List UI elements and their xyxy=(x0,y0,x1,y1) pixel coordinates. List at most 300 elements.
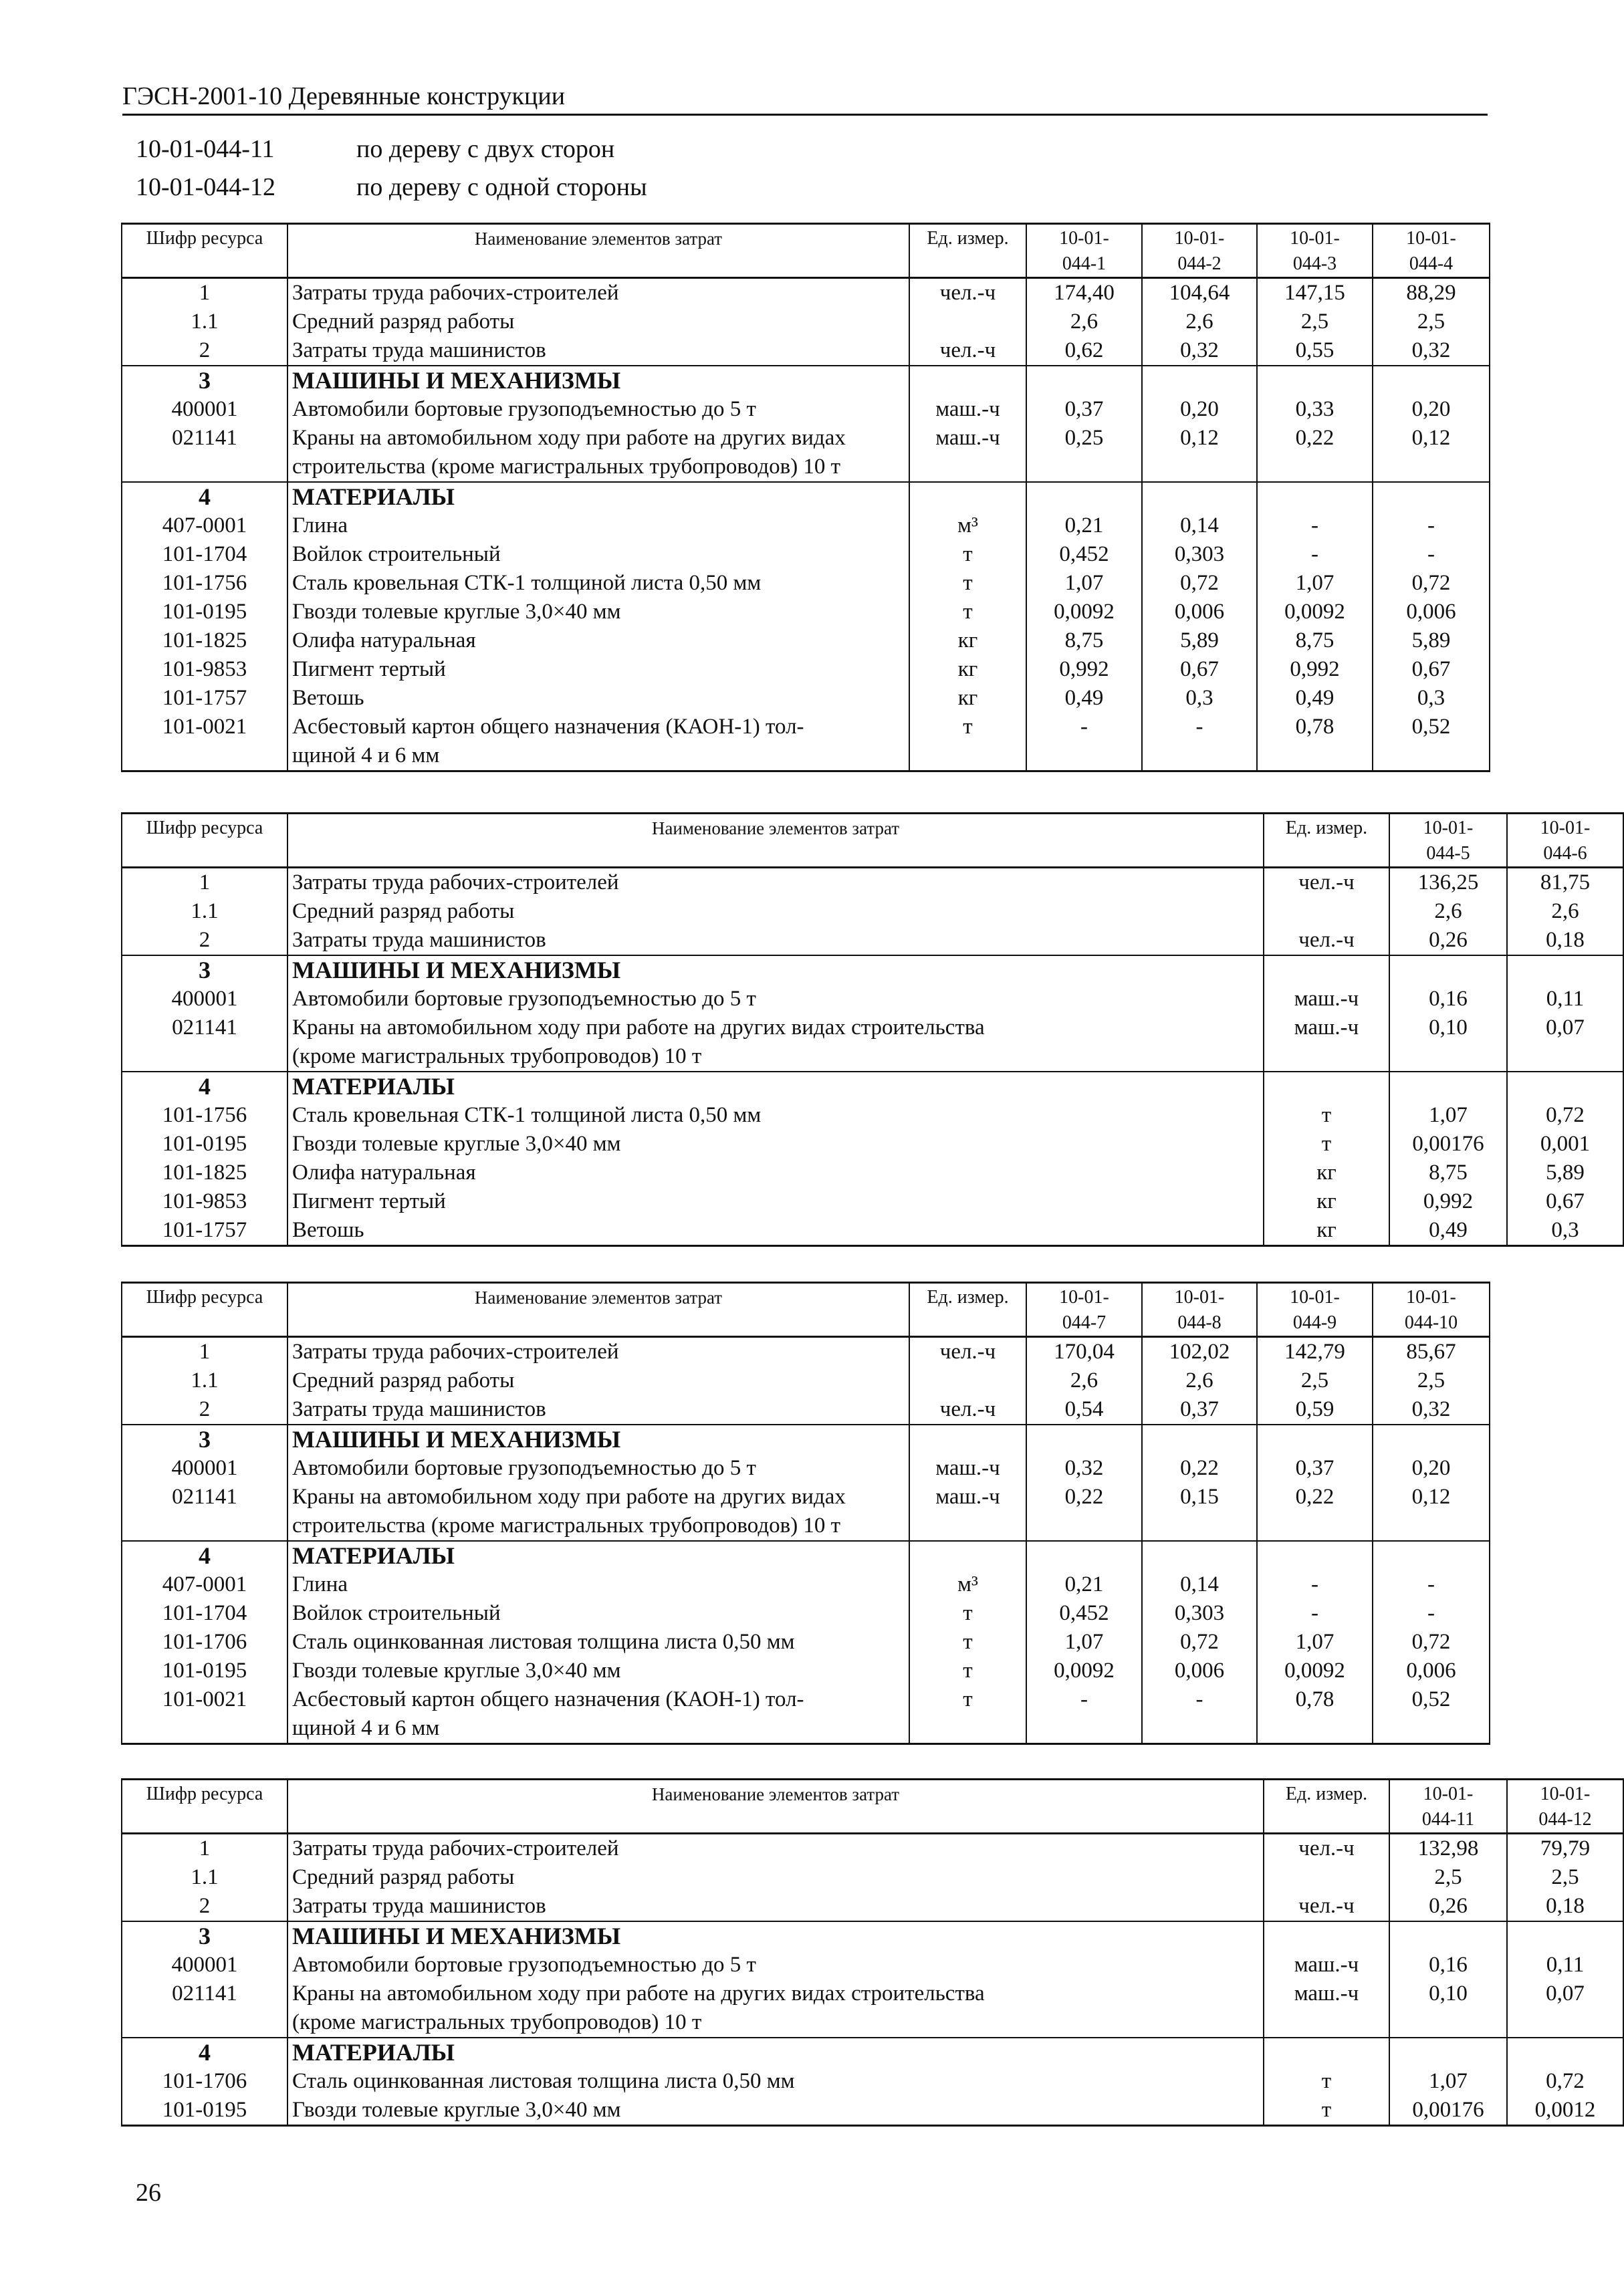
unit-cell xyxy=(1264,1863,1389,1892)
unit-cell: маш.-ч xyxy=(1264,1013,1389,1042)
table-row xyxy=(122,2067,1623,2096)
cost-element-name-cell: МАТЕРИАЛЫ xyxy=(287,1072,1264,1101)
value-cell: 104,64 xyxy=(1142,278,1257,308)
cost-element-name-cell: Глина xyxy=(287,511,909,540)
cost-element-name-cell: Затраты труда рабочих-строителей xyxy=(287,1834,1264,1864)
unit-cell: т xyxy=(909,1657,1026,1685)
unit-cell: т xyxy=(909,1599,1026,1628)
unit-cell: м³ xyxy=(909,1570,1026,1599)
resource-code-cell: 101-1825 xyxy=(122,1159,287,1187)
value-cell: 147,15 xyxy=(1257,278,1373,308)
cost-element-name-cell: Ветошь xyxy=(287,684,909,713)
value-cell: 0,452 xyxy=(1026,1599,1142,1628)
cost-element-name-cell: Глина xyxy=(287,1570,909,1599)
header-cost-element-name: Наименование элементов затрат xyxy=(287,814,1264,868)
header-resource-code: Шифр ресурса xyxy=(122,224,287,278)
value-cell: 8,75 xyxy=(1389,1159,1507,1187)
value-cell: - xyxy=(1257,1599,1373,1628)
value-cell xyxy=(1257,482,1373,511)
header-cost-element-name: Наименование элементов затрат xyxy=(287,1780,1264,1834)
value-cell: 0,006 xyxy=(1142,1657,1257,1685)
value-cell: 0,3 xyxy=(1373,684,1490,713)
header-norm-code: 10-01- 044-4 xyxy=(1373,224,1490,278)
resource-code-cell: 407-0001 xyxy=(122,511,287,540)
unit-cell: маш.-ч xyxy=(1264,1951,1389,1979)
page-header-title: ГЭСН-2001-10 Деревянные конструкции xyxy=(122,82,1488,116)
header-unit: Ед. измер. xyxy=(1264,1780,1389,1834)
value-cell xyxy=(1373,1714,1490,1744)
value-cell: 0,67 xyxy=(1507,1187,1623,1216)
resource-table-1 xyxy=(121,223,1490,772)
table-row xyxy=(122,1512,1490,1541)
table-row xyxy=(122,655,1490,684)
value-cell: 0,992 xyxy=(1026,655,1142,684)
resource-code-cell xyxy=(122,741,287,771)
value-cell xyxy=(1507,1921,1623,1951)
resource-code-cell: 021141 xyxy=(122,424,287,453)
value-cell: - xyxy=(1026,1685,1142,1714)
header-cost-element-name: Наименование элементов затрат xyxy=(287,1283,909,1337)
value-cell: - xyxy=(1142,1685,1257,1714)
value-cell: 2,6 xyxy=(1026,1366,1142,1395)
unit-cell: кг xyxy=(1264,1159,1389,1187)
cost-element-name-cell: Средний разряд работы xyxy=(287,308,909,336)
value-cell: 2,5 xyxy=(1257,1366,1373,1395)
value-cell: 0,11 xyxy=(1507,1951,1623,1979)
resource-code-cell: 1.1 xyxy=(122,1366,287,1395)
value-cell xyxy=(1389,1042,1507,1072)
value-cell: 85,67 xyxy=(1373,1337,1490,1367)
value-cell: 8,75 xyxy=(1026,626,1142,655)
unit-cell: маш.-ч xyxy=(909,424,1026,453)
value-cell xyxy=(1507,1072,1623,1101)
value-cell xyxy=(1026,1541,1142,1570)
resource-code-cell: 3 xyxy=(122,955,287,985)
cost-element-name-cell: Автомобили бортовые грузоподъемностью до 5 т xyxy=(287,1454,909,1483)
cost-element-name-cell: Затраты труда машинистов xyxy=(287,1892,1264,1921)
table-row xyxy=(122,569,1490,598)
value-cell: 0,32 xyxy=(1373,336,1490,366)
table-row xyxy=(122,926,1623,955)
code-description: по дереву с одной стороны xyxy=(356,173,647,201)
unit-cell: т xyxy=(1264,1101,1389,1130)
resource-code-cell: 3 xyxy=(122,366,287,395)
unit-cell xyxy=(1264,2038,1389,2067)
value-cell: 0,72 xyxy=(1142,569,1257,598)
value-cell xyxy=(1026,1512,1142,1541)
value-cell: 0,22 xyxy=(1257,424,1373,453)
value-cell: 2,6 xyxy=(1142,1366,1257,1395)
value-cell: 0,59 xyxy=(1257,1395,1373,1425)
value-cell: 0,52 xyxy=(1373,713,1490,741)
value-cell: 0,3 xyxy=(1507,1216,1623,1246)
cost-element-name-cell: МАШИНЫ И МЕХАНИЗМЫ xyxy=(287,366,909,395)
resource-code-cell: 1 xyxy=(122,278,287,308)
value-cell xyxy=(1389,2038,1507,2067)
header-norm-code: 10-01- 044-10 xyxy=(1373,1283,1490,1337)
value-cell: 0,303 xyxy=(1142,1599,1257,1628)
unit-cell: кг xyxy=(1264,1216,1389,1246)
table-row xyxy=(122,1834,1623,1864)
value-cell xyxy=(1142,453,1257,482)
resource-code-cell: 407-0001 xyxy=(122,1570,287,1599)
value-cell: 0,32 xyxy=(1142,336,1257,366)
value-cell xyxy=(1257,453,1373,482)
table-row xyxy=(122,1395,1490,1425)
value-cell: 0,49 xyxy=(1026,684,1142,713)
value-cell: 0,54 xyxy=(1026,1395,1142,1425)
cost-element-name-cell: Краны на автомобильном ходу при работе на других видах xyxy=(287,424,909,453)
value-cell xyxy=(1142,1714,1257,1744)
value-cell: 0,992 xyxy=(1257,655,1373,684)
value-cell: 0,55 xyxy=(1257,336,1373,366)
unit-cell: маш.-ч xyxy=(1264,1979,1389,2008)
resource-code-cell xyxy=(122,1512,287,1541)
unit-cell xyxy=(909,1714,1026,1744)
table-row xyxy=(122,1921,1623,1951)
value-cell: 0,20 xyxy=(1373,395,1490,424)
value-cell xyxy=(1142,1541,1257,1570)
cost-element-name-cell: Ветошь xyxy=(287,1216,1264,1246)
resource-code-cell: 4 xyxy=(122,1541,287,1570)
value-cell: 0,72 xyxy=(1507,1101,1623,1130)
table-row xyxy=(122,1541,1490,1570)
cost-element-name-cell: МАШИНЫ И МЕХАНИЗМЫ xyxy=(287,1921,1264,1951)
value-cell: 8,75 xyxy=(1257,626,1373,655)
resource-code-cell: 101-0021 xyxy=(122,713,287,741)
value-cell: 0,0092 xyxy=(1257,1657,1373,1685)
resource-code-cell: 1 xyxy=(122,1834,287,1864)
cost-element-name-cell: Асбестовый картон общего назначения (КАОН-1) тол- xyxy=(287,1685,909,1714)
table-row xyxy=(122,897,1623,926)
cost-element-name-cell: Гвозди толевые круглые 3,0×40 мм xyxy=(287,1130,1264,1159)
cost-element-name-cell: Асбестовый картон общего назначения (КАОН-1) тол- xyxy=(287,713,909,741)
unit-cell xyxy=(1264,2008,1389,2038)
unit-cell xyxy=(909,366,1026,395)
unit-cell: т xyxy=(909,1685,1026,1714)
unit-cell xyxy=(1264,1921,1389,1951)
table-row xyxy=(122,511,1490,540)
header-norm-code: 10-01- 044-8 xyxy=(1142,1283,1257,1337)
value-cell: 0,78 xyxy=(1257,713,1373,741)
cost-element-name-cell: Гвозди толевые круглые 3,0×40 мм xyxy=(287,598,909,626)
resource-code-cell: 101-9853 xyxy=(122,655,287,684)
table-row xyxy=(122,1483,1490,1512)
cost-element-name-cell: Средний разряд работы xyxy=(287,1863,1264,1892)
value-cell: 0,25 xyxy=(1026,424,1142,453)
value-cell: 0,18 xyxy=(1507,1892,1623,1921)
value-cell: 0,452 xyxy=(1026,540,1142,569)
cost-element-name-cell: щиной 4 и 6 мм xyxy=(287,741,909,771)
resource-code-cell: 1 xyxy=(122,868,287,898)
unit-cell: кг xyxy=(909,684,1026,713)
resource-code-cell xyxy=(122,2008,287,2038)
value-cell: 0,10 xyxy=(1389,1979,1507,2008)
value-cell: 2,5 xyxy=(1373,308,1490,336)
unit-cell xyxy=(909,1425,1026,1454)
table-row xyxy=(122,1366,1490,1395)
resource-code-cell: 101-1756 xyxy=(122,569,287,598)
value-cell: 2,6 xyxy=(1389,897,1507,926)
value-cell xyxy=(1026,366,1142,395)
value-cell: 0,22 xyxy=(1026,1483,1142,1512)
value-cell xyxy=(1389,1921,1507,1951)
value-cell: 0,12 xyxy=(1373,1483,1490,1512)
resource-table-2 xyxy=(121,812,1624,1247)
header-norm-code: 10-01- 044-6 xyxy=(1507,814,1623,868)
table-row xyxy=(122,453,1490,482)
value-cell: 0,0092 xyxy=(1026,1657,1142,1685)
value-cell: - xyxy=(1373,511,1490,540)
cost-element-name-cell: Затраты труда рабочих-строителей xyxy=(287,278,909,308)
resource-code-cell: 400001 xyxy=(122,395,287,424)
unit-cell xyxy=(1264,1072,1389,1101)
value-cell xyxy=(1507,1042,1623,1072)
table-row xyxy=(122,868,1623,898)
unit-cell xyxy=(909,741,1026,771)
value-cell: - xyxy=(1257,1570,1373,1599)
resource-code-cell: 101-1706 xyxy=(122,2067,287,2096)
resource-code-cell: 400001 xyxy=(122,985,287,1013)
value-cell: - xyxy=(1257,511,1373,540)
value-cell: 1,07 xyxy=(1257,1628,1373,1657)
value-cell: 142,79 xyxy=(1257,1337,1373,1367)
unit-cell xyxy=(1264,897,1389,926)
table-row xyxy=(122,684,1490,713)
value-cell: 0,16 xyxy=(1389,1951,1507,1979)
cost-element-name-cell: Затраты труда машинистов xyxy=(287,1395,909,1425)
table-row xyxy=(122,1570,1490,1599)
unit-cell: т xyxy=(1264,2096,1389,2126)
value-cell: 0,992 xyxy=(1389,1187,1507,1216)
value-cell: 1,07 xyxy=(1257,569,1373,598)
value-cell: 81,75 xyxy=(1507,868,1623,898)
unit-cell: чел.-ч xyxy=(1264,926,1389,955)
value-cell: 102,02 xyxy=(1142,1337,1257,1367)
code-id: 10-01-044-11 xyxy=(136,135,275,163)
table-row xyxy=(122,424,1490,453)
value-cell xyxy=(1389,955,1507,985)
value-cell xyxy=(1257,1714,1373,1744)
value-cell: 0,0092 xyxy=(1026,598,1142,626)
table-row xyxy=(122,741,1490,771)
table-row xyxy=(122,540,1490,569)
value-cell: 0,12 xyxy=(1373,424,1490,453)
value-cell: 0,33 xyxy=(1257,395,1373,424)
header-resource-code: Шифр ресурса xyxy=(122,814,287,868)
value-cell: 0,07 xyxy=(1507,1013,1623,1042)
table-header-row xyxy=(122,224,1490,278)
value-cell xyxy=(1257,366,1373,395)
header-resource-code: Шифр ресурса xyxy=(122,1780,287,1834)
table-row xyxy=(122,1042,1623,1072)
code-description: по дереву с двух сторон xyxy=(356,135,615,163)
unit-cell: т xyxy=(1264,1130,1389,1159)
table-row xyxy=(122,2038,1623,2067)
unit-cell: чел.-ч xyxy=(1264,1892,1389,1921)
value-cell: 1,07 xyxy=(1389,1101,1507,1130)
unit-cell xyxy=(1264,955,1389,985)
value-cell: 0,78 xyxy=(1257,1685,1373,1714)
value-cell: 0,001 xyxy=(1507,1130,1623,1159)
header-norm-code: 10-01- 044-3 xyxy=(1257,224,1373,278)
header-unit: Ед. измер. xyxy=(909,224,1026,278)
resource-code-cell: 400001 xyxy=(122,1951,287,1979)
table-row xyxy=(122,1714,1490,1744)
unit-cell: м³ xyxy=(909,511,1026,540)
table-row xyxy=(122,1130,1623,1159)
cost-element-name-cell: Гвозди толевые круглые 3,0×40 мм xyxy=(287,1657,909,1685)
resource-code-cell: 101-1825 xyxy=(122,626,287,655)
unit-cell: т xyxy=(909,540,1026,569)
resource-code-cell: 101-1757 xyxy=(122,1216,287,1246)
resource-code-cell: 1.1 xyxy=(122,897,287,926)
value-cell: 0,49 xyxy=(1257,684,1373,713)
page-number: 26 xyxy=(136,2179,161,2207)
value-cell: 0,26 xyxy=(1389,1892,1507,1921)
resource-code-cell: 2 xyxy=(122,336,287,366)
resource-code-cell: 1.1 xyxy=(122,308,287,336)
table-row xyxy=(122,1863,1623,1892)
value-cell xyxy=(1507,955,1623,985)
value-cell xyxy=(1026,482,1142,511)
cost-element-name-cell: Автомобили бортовые грузоподъемностью до 5 т xyxy=(287,395,909,424)
header-resource-code: Шифр ресурса xyxy=(122,1283,287,1337)
table-row xyxy=(122,278,1490,308)
value-cell: 5,89 xyxy=(1142,626,1257,655)
value-cell xyxy=(1142,482,1257,511)
value-cell xyxy=(1026,741,1142,771)
value-cell xyxy=(1373,1425,1490,1454)
cost-element-name-cell: МАТЕРИАЛЫ xyxy=(287,2038,1264,2067)
unit-cell xyxy=(909,1541,1026,1570)
resource-code-cell: 1.1 xyxy=(122,1863,287,1892)
resource-code-cell: 3 xyxy=(122,1425,287,1454)
table-row xyxy=(122,1216,1623,1246)
cost-element-name-cell: Автомобили бортовые грузоподъемностью до 5 т xyxy=(287,1951,1264,1979)
value-cell: 0,14 xyxy=(1142,511,1257,540)
unit-cell: чел.-ч xyxy=(909,336,1026,366)
cost-element-name-cell: Сталь оцинкованная листовая толщина листа 0,50 мм xyxy=(287,1628,909,1657)
value-cell: 1,07 xyxy=(1026,1628,1142,1657)
cost-element-name-cell: Автомобили бортовые грузоподъемностью до 5 т xyxy=(287,985,1264,1013)
value-cell: 0,3 xyxy=(1142,684,1257,713)
cost-element-name-cell: (кроме магистральных трубопроводов) 10 т xyxy=(287,2008,1264,2038)
value-cell: 0,37 xyxy=(1142,1395,1257,1425)
resource-code-cell: 101-1706 xyxy=(122,1628,287,1657)
unit-cell xyxy=(909,1512,1026,1541)
value-cell: 2,6 xyxy=(1507,897,1623,926)
value-cell: 0,16 xyxy=(1389,985,1507,1013)
value-cell: 0,32 xyxy=(1026,1454,1142,1483)
value-cell: - xyxy=(1142,713,1257,741)
header-cost-element-name: Наименование элементов затрат xyxy=(287,224,909,278)
value-cell xyxy=(1389,2008,1507,2038)
value-cell: 0,21 xyxy=(1026,1570,1142,1599)
cost-element-name-cell: Средний разряд работы xyxy=(287,1366,909,1395)
cost-element-name-cell: Краны на автомобильном ходу при работе на других видах xyxy=(287,1483,909,1512)
value-cell: 1,07 xyxy=(1026,569,1142,598)
table-row xyxy=(122,1159,1623,1187)
value-cell: 136,25 xyxy=(1389,868,1507,898)
table-row xyxy=(122,598,1490,626)
value-cell: 0,72 xyxy=(1142,1628,1257,1657)
header-norm-code: 10-01- 044-11 xyxy=(1389,1780,1507,1834)
value-cell: 0,32 xyxy=(1373,1395,1490,1425)
value-cell: 0,20 xyxy=(1142,395,1257,424)
resource-code-cell: 101-1757 xyxy=(122,684,287,713)
table-row xyxy=(122,308,1490,336)
table-row xyxy=(122,1337,1490,1367)
unit-cell xyxy=(1264,1042,1389,1072)
unit-cell: маш.-ч xyxy=(909,1454,1026,1483)
value-cell xyxy=(1507,2008,1623,2038)
value-cell: 0,006 xyxy=(1373,598,1490,626)
resource-code-cell: 4 xyxy=(122,482,287,511)
table-row xyxy=(122,1951,1623,1979)
cost-element-name-cell: Пигмент тертый xyxy=(287,655,909,684)
unit-cell: кг xyxy=(909,655,1026,684)
table-row xyxy=(122,1657,1490,1685)
unit-cell: чел.-ч xyxy=(1264,868,1389,898)
table-row xyxy=(122,626,1490,655)
header-norm-code: 10-01- 044-2 xyxy=(1142,224,1257,278)
value-cell: - xyxy=(1373,540,1490,569)
value-cell: 0,22 xyxy=(1257,1483,1373,1512)
resource-code-cell: 101-0195 xyxy=(122,1130,287,1159)
value-cell: 0,21 xyxy=(1026,511,1142,540)
value-cell xyxy=(1026,453,1142,482)
cost-element-name-cell: Пигмент тертый xyxy=(287,1187,1264,1216)
value-cell: 0,72 xyxy=(1373,569,1490,598)
value-cell: 2,6 xyxy=(1142,308,1257,336)
value-cell: 0,62 xyxy=(1026,336,1142,366)
value-cell: - xyxy=(1026,713,1142,741)
resource-code-cell: 021141 xyxy=(122,1483,287,1512)
code-id: 10-01-044-12 xyxy=(136,173,275,201)
table-row xyxy=(122,336,1490,366)
cost-element-name-cell: строительства (кроме магистральных трубопроводов) 10 т xyxy=(287,453,909,482)
resource-code-cell: 2 xyxy=(122,926,287,955)
value-cell: 0,18 xyxy=(1507,926,1623,955)
value-cell: 5,89 xyxy=(1373,626,1490,655)
resource-code-cell: 101-0195 xyxy=(122,2096,287,2126)
value-cell: 0,15 xyxy=(1142,1483,1257,1512)
value-cell: 0,10 xyxy=(1389,1013,1507,1042)
cost-element-name-cell: Краны на автомобильном ходу при работе на других видах строительства xyxy=(287,1979,1264,2008)
value-cell: 0,11 xyxy=(1507,985,1623,1013)
cost-element-name-cell: Затраты труда рабочих-строителей xyxy=(287,1337,909,1367)
value-cell: 79,79 xyxy=(1507,1834,1623,1864)
cost-element-name-cell: Средний разряд работы xyxy=(287,897,1264,926)
unit-cell: кг xyxy=(909,626,1026,655)
value-cell xyxy=(1257,741,1373,771)
table-row xyxy=(122,366,1490,395)
value-cell: 2,6 xyxy=(1026,308,1142,336)
header-norm-code: 10-01- 044-5 xyxy=(1389,814,1507,868)
value-cell: 0,00176 xyxy=(1389,1130,1507,1159)
value-cell: 174,40 xyxy=(1026,278,1142,308)
resource-code-cell: 3 xyxy=(122,1921,287,1951)
value-cell: 0,72 xyxy=(1373,1628,1490,1657)
value-cell xyxy=(1257,1541,1373,1570)
resource-code-cell: 1 xyxy=(122,1337,287,1367)
value-cell: 0,07 xyxy=(1507,1979,1623,2008)
header-norm-code: 10-01- 044-7 xyxy=(1026,1283,1142,1337)
value-cell: 2,5 xyxy=(1257,308,1373,336)
resource-code-cell: 021141 xyxy=(122,1013,287,1042)
table-row xyxy=(122,1685,1490,1714)
